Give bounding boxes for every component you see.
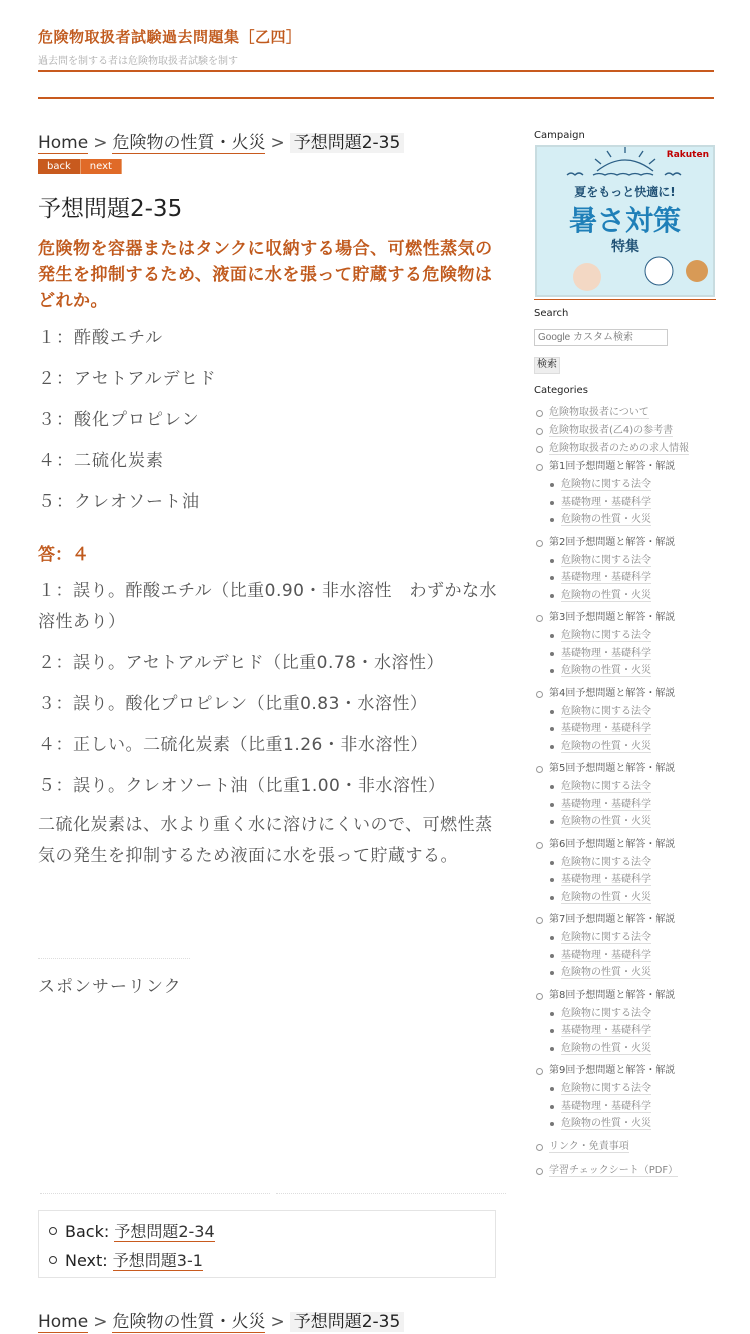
subcategory-link[interactable]: 基礎物理・基礎科学 xyxy=(561,949,651,961)
choice-item: ５：クレオソート油 xyxy=(38,492,200,512)
subcategory-link[interactable]: 危険物の性質・火災 xyxy=(561,967,651,978)
category-item xyxy=(536,404,689,422)
site-header xyxy=(38,26,714,67)
category-item xyxy=(536,422,689,440)
banner-line1: 夏をもっと快適に! xyxy=(574,185,676,199)
post-nav-buttons xyxy=(38,159,122,174)
subcategory-item xyxy=(536,1080,689,1098)
subcategory-item xyxy=(536,1115,689,1133)
breadcrumb-current: 予想問題2-35 xyxy=(290,133,405,153)
subcategory-item xyxy=(536,889,689,907)
breadcrumb-category-link[interactable]: 危険物の性質・火災 xyxy=(112,133,266,153)
pager-back-label: Back: xyxy=(65,1222,110,1241)
subcategory-link[interactable]: 基礎物理・基礎科学 xyxy=(561,572,651,583)
choice-list xyxy=(38,324,217,529)
choice-item: ３：酸化プロピレン xyxy=(38,410,200,430)
subcategory-link[interactable]: 危険物の性質・火災 xyxy=(561,514,651,525)
subcategory-item xyxy=(536,645,689,663)
pager-back-link[interactable]: 予想問題2-34 xyxy=(114,1222,215,1241)
category-round: 第7回予想問題と解答・解説 xyxy=(536,911,689,929)
rakuten-logo: Rakuten xyxy=(666,150,709,160)
campaign-banner[interactable] xyxy=(535,145,715,297)
search-input[interactable] xyxy=(534,329,668,346)
choice-item: １：酢酸エチル xyxy=(38,328,164,348)
category-item xyxy=(536,1162,689,1180)
subcategory-link[interactable]: 基礎物理・基礎科学 xyxy=(561,798,651,810)
breadcrumb-bottom xyxy=(38,1307,404,1332)
breadcrumb-home-link[interactable]: Home xyxy=(38,133,89,153)
subcategory-item xyxy=(536,871,689,889)
subcategory-item xyxy=(536,569,689,587)
subcategory-item xyxy=(536,1098,689,1116)
subcategory-item xyxy=(536,738,689,756)
search-button[interactable]: 検索 xyxy=(534,357,560,374)
explanation-item: ２：誤り。アセトアルデヒド（比重0.78・水溶性） xyxy=(38,653,444,673)
categories-heading: Categories xyxy=(534,385,588,396)
divider xyxy=(40,1193,270,1194)
subcategory-link[interactable]: 危険物の性質・火災 xyxy=(561,740,651,752)
subcategory-item xyxy=(536,796,689,814)
explanation-item: ４：正しい。二硫化炭素（比重1.26・非水溶性） xyxy=(38,735,428,755)
subcategory-link[interactable]: 危険物に関する法令 xyxy=(561,479,651,490)
divider xyxy=(38,958,190,959)
subcategory-link[interactable]: 危険物に関する法令 xyxy=(561,554,651,566)
subcategory-link[interactable]: 危険物に関する法令 xyxy=(561,856,651,868)
breadcrumb-separator: > xyxy=(93,133,108,153)
campaign-heading: Campaign xyxy=(534,130,585,141)
subcategory-item xyxy=(536,1040,689,1058)
subcategory-link[interactable]: 危険物に関する法令 xyxy=(561,932,651,943)
subcategory-item xyxy=(536,662,689,680)
category-link[interactable]: 危険物取扱者について xyxy=(549,407,649,418)
bullet-icon xyxy=(49,1256,57,1264)
subcategory-item xyxy=(536,703,689,721)
subcategory-item xyxy=(536,627,689,645)
subcategory-link[interactable]: 危険物の性質・火災 xyxy=(561,1118,651,1129)
breadcrumb-separator: > xyxy=(93,1312,108,1332)
pager-next-label: Next: xyxy=(65,1251,108,1270)
subcategory-link[interactable]: 基礎物理・基礎科学 xyxy=(561,1100,651,1112)
subcategory-item xyxy=(536,511,689,529)
nav-divider xyxy=(38,97,714,99)
subcategory-link[interactable]: 危険物の性質・火災 xyxy=(561,816,651,827)
category-list xyxy=(536,404,689,1186)
subcategory-link[interactable]: 危険物に関する法令 xyxy=(561,1007,651,1019)
category-link[interactable]: リンク・免責事項 xyxy=(549,1140,629,1152)
category-round: 第3回予想問題と解答・解説 xyxy=(536,609,689,627)
banner-line2: 暑さ対策 xyxy=(568,204,681,237)
subcategory-item xyxy=(536,854,689,872)
header-divider xyxy=(38,70,714,72)
subcategory-link[interactable]: 危険物の性質・火災 xyxy=(561,589,651,601)
page-title: 予想問題2-35 xyxy=(38,196,183,222)
category-item xyxy=(536,1138,689,1156)
site-tagline: 過去問を制する者は危険物取扱者試験を制す xyxy=(38,56,238,67)
breadcrumb-separator: > xyxy=(270,133,285,153)
choice-item: ４：二硫化炭素 xyxy=(38,451,164,471)
breadcrumb xyxy=(38,128,404,153)
summary-text: 二硫化炭素は、水より重く水に溶けにくいので、可燃性蒸気の発生を抑制するため液面に水を張って貯蔵する。 xyxy=(38,815,493,866)
subcategory-item xyxy=(536,1005,689,1023)
subcategory-item xyxy=(536,552,689,570)
category-round: 第4回予想問題と解答・解説 xyxy=(536,685,689,703)
subcategory-item xyxy=(536,587,689,605)
back-button[interactable]: back xyxy=(38,159,81,174)
site-title[interactable]: 危険物取扱者試験過去問題集［乙四］ xyxy=(38,28,302,46)
subcategory-item xyxy=(536,1022,689,1040)
subcategory-link[interactable]: 危険物の性質・火災 xyxy=(561,665,651,676)
category-link[interactable]: 危険物取扱者のための求人情報 xyxy=(549,443,689,454)
category-item xyxy=(536,440,689,458)
divider xyxy=(276,1193,506,1194)
subcategory-link[interactable]: 基礎物理・基礎科学 xyxy=(561,723,651,734)
subcategory-link[interactable]: 危険物に関する法令 xyxy=(561,705,651,717)
subcategory-item xyxy=(536,476,689,494)
pager-back-row xyxy=(49,1219,215,1242)
breadcrumb-current: 予想問題2-35 xyxy=(290,1312,405,1332)
explanation-list xyxy=(38,576,500,812)
subcategory-item xyxy=(536,494,689,512)
question-text: 危険物を容器またはタンクに収納する場合、可燃性蒸気の発生を抑制するため、液面に水を張って貯蔵する危険物はどれか。 xyxy=(38,239,493,311)
subcategory-item xyxy=(536,947,689,965)
category-round: 第6回予想問題と解答・解説 xyxy=(536,836,689,854)
bullet-icon xyxy=(49,1227,57,1235)
search-heading: Search xyxy=(534,308,569,319)
banner-line3: 特集 xyxy=(611,239,639,255)
subcategory-link[interactable]: 基礎物理・基礎科学 xyxy=(561,496,651,508)
answer-text: 答：４ xyxy=(38,545,89,565)
pager-next-link[interactable]: 予想問題3-1 xyxy=(112,1251,203,1270)
breadcrumb-category-link[interactable]: 危険物の性質・火災 xyxy=(112,1312,266,1332)
choice-item: ２：アセトアルデヒド xyxy=(38,369,217,389)
sponsor-label: スポンサーリンク xyxy=(38,977,182,997)
explanation-item: ５：誤り。クレオソート油（比重1.00・非水溶性） xyxy=(38,776,446,796)
post-pager xyxy=(38,1210,496,1278)
subcategory-link[interactable]: 危険物に関する法令 xyxy=(561,1083,651,1094)
explanation-item: １：誤り。酢酸エチル（比重0.90・非水溶性 わずかな水溶性あり） xyxy=(38,581,498,632)
subcategory-item xyxy=(536,964,689,982)
pager-next-row xyxy=(49,1248,203,1271)
category-link[interactable]: 危険物取扱者(乙4)の参考書 xyxy=(549,425,674,436)
subcategory-link[interactable]: 危険物に関する法令 xyxy=(561,630,651,641)
subcategory-item xyxy=(536,778,689,796)
subcategory-link[interactable]: 危険物の性質・火災 xyxy=(561,1042,651,1054)
breadcrumb-home-link[interactable]: Home xyxy=(38,1312,89,1332)
divider xyxy=(534,299,716,300)
explanation-item: ３：誤り。酸化プロピレン（比重0.83・水溶性） xyxy=(38,694,428,714)
next-button[interactable]: next xyxy=(81,159,122,174)
subcategory-item xyxy=(536,813,689,831)
category-link[interactable]: 学習チェックシート（PDF） xyxy=(549,1164,679,1176)
category-round: 第2回予想問題と解答・解説 xyxy=(536,534,689,552)
subcategory-item xyxy=(536,720,689,738)
subcategory-link[interactable]: 基礎物理・基礎科学 xyxy=(561,647,651,659)
subcategory-link[interactable]: 基礎物理・基礎科学 xyxy=(561,1025,651,1036)
subcategory-item xyxy=(536,929,689,947)
breadcrumb-separator: > xyxy=(270,1312,285,1332)
subcategory-link[interactable]: 危険物に関する法令 xyxy=(561,781,651,792)
category-round: 第1回予想問題と解答・解説 xyxy=(536,458,689,476)
category-round: 第9回予想問題と解答・解説 xyxy=(536,1062,689,1080)
subcategory-link[interactable]: 危険物の性質・火災 xyxy=(561,891,651,903)
category-round: 第5回予想問題と解答・解説 xyxy=(536,760,689,778)
category-round: 第8回予想問題と解答・解説 xyxy=(536,987,689,1005)
subcategory-link[interactable]: 基礎物理・基礎科学 xyxy=(561,874,651,885)
